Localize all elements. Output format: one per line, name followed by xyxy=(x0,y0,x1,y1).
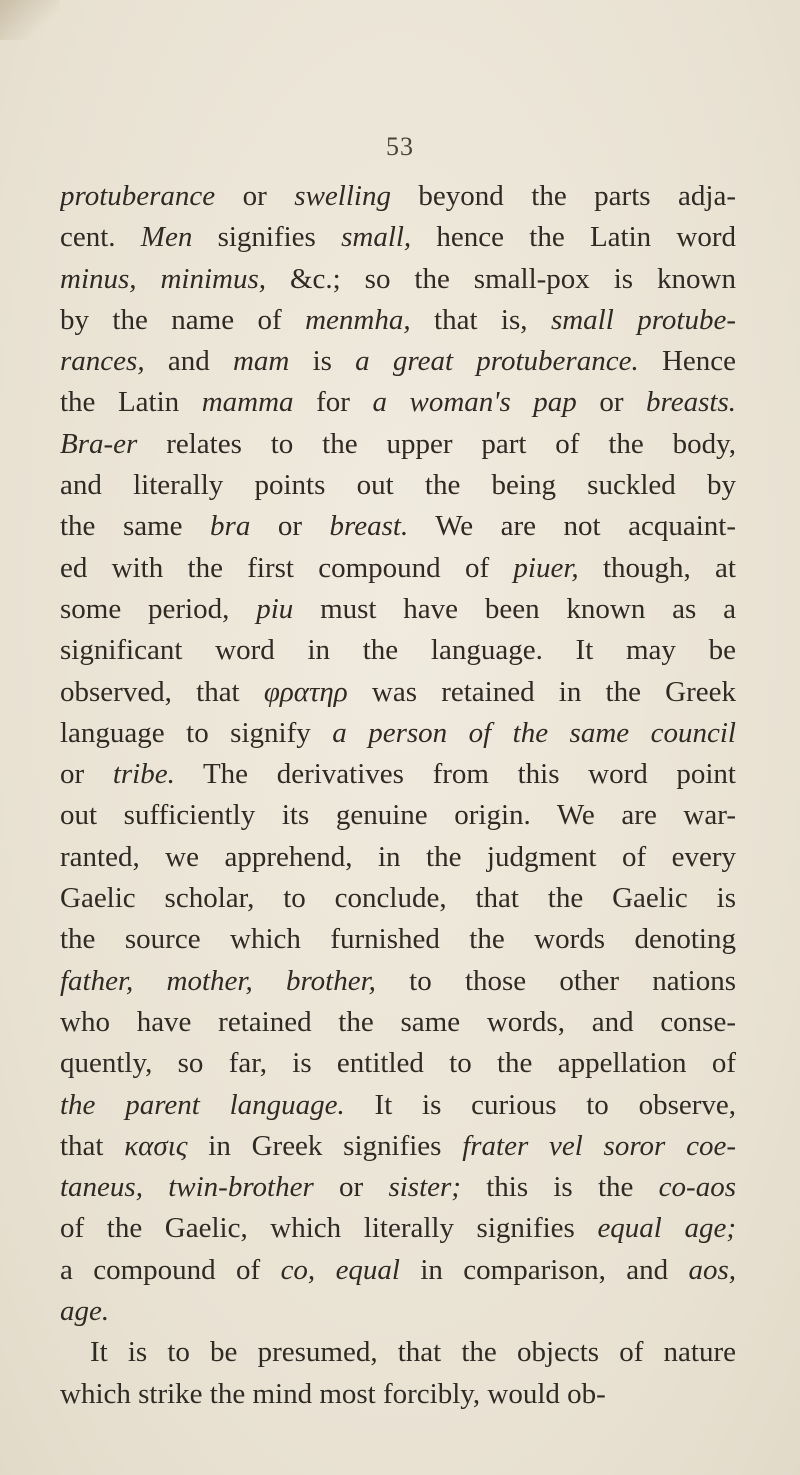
page-number: 53 xyxy=(386,132,414,161)
italic-text: taneus, twin-brother xyxy=(60,1171,314,1204)
italic-text: menmha, xyxy=(305,303,411,336)
text-line xyxy=(60,1374,736,1415)
italic-text: small protube- xyxy=(550,303,736,336)
text-line xyxy=(60,341,736,382)
italic-text: co, xyxy=(280,1253,316,1286)
text-run: quently, so far, is entitled to the appellation of xyxy=(60,1047,736,1080)
text-run: that is, xyxy=(410,303,551,336)
text-run: It is curious to observe, xyxy=(344,1088,736,1121)
italic-text: the parent language. xyxy=(60,1088,345,1121)
text-line xyxy=(60,176,736,217)
italic-text: tribe. xyxy=(112,758,175,791)
text-line xyxy=(60,1208,736,1249)
text-run: by the name of xyxy=(60,303,306,336)
text-run: It is to be presumed, that the objects of nature xyxy=(90,1336,736,1369)
text-run: the Latin xyxy=(60,386,202,419)
text-line xyxy=(60,961,736,1002)
italic-text: minus, minimus, xyxy=(60,262,267,295)
text-run: cent. xyxy=(60,221,141,254)
text-line xyxy=(60,1250,736,1291)
text-run: observed, that xyxy=(60,675,264,708)
text-line xyxy=(60,630,736,671)
text-line xyxy=(60,795,736,836)
text-line xyxy=(60,754,736,795)
italic-text: piu xyxy=(256,592,294,625)
italic-text: equal age; xyxy=(597,1212,736,1245)
text-line xyxy=(60,1002,736,1043)
text-run: &c.; so the small-pox is known xyxy=(266,262,736,295)
text-line xyxy=(60,1167,736,1208)
italic-text: swelling xyxy=(294,180,391,212)
text-run: for xyxy=(293,386,373,419)
text-run: that xyxy=(60,1129,125,1162)
text-run: the source which furnished the words denoting xyxy=(60,923,736,956)
italic-text: equal xyxy=(335,1253,400,1286)
text-line xyxy=(60,548,736,589)
text-run: beyond the parts adja- xyxy=(390,180,736,212)
text-run xyxy=(315,1254,335,1286)
italic-text: mamma xyxy=(201,386,294,419)
text-line xyxy=(60,1291,736,1332)
italic-text: φρατηρ xyxy=(263,675,348,708)
text-line xyxy=(60,713,736,754)
italic-text: a person of the same council xyxy=(332,716,736,749)
italic-text: breasts. xyxy=(646,386,736,419)
text-line xyxy=(60,878,736,919)
italic-text: age. xyxy=(60,1295,110,1328)
text-line xyxy=(60,300,736,341)
text-run: this is the xyxy=(460,1171,659,1204)
text-line xyxy=(60,589,736,630)
text-run: or xyxy=(215,180,295,212)
text-run: relates to the upper part of the body, xyxy=(137,427,736,460)
italic-text: piuer, xyxy=(513,551,579,584)
text-run: or xyxy=(313,1171,389,1204)
italic-text: father, mother, brother, xyxy=(60,964,376,997)
text-run: of the Gaelic, which literally signifies xyxy=(60,1212,598,1245)
body-text xyxy=(60,176,736,1415)
text-run: in comparison, and xyxy=(400,1253,689,1286)
text-run: language to signify xyxy=(60,716,333,749)
text-run: was retained in the Greek xyxy=(347,675,736,708)
italic-text: co-aos xyxy=(658,1171,736,1204)
text-run: or xyxy=(60,758,113,791)
italic-text: breast. xyxy=(329,510,409,543)
text-line xyxy=(60,382,736,423)
text-run: We are not acquaint- xyxy=(408,510,736,543)
text-run: hence the Latin word xyxy=(411,221,736,254)
text-run: to those other nations xyxy=(375,964,736,997)
page-corner-shadow xyxy=(0,0,60,40)
text-line xyxy=(60,1126,736,1167)
text-run: and xyxy=(144,345,233,378)
italic-text: bra xyxy=(210,510,251,543)
text-run: significant word in the language. It may be xyxy=(60,634,736,667)
text-run: some period, xyxy=(60,592,257,625)
italic-text: a woman's pap xyxy=(372,386,577,419)
text-run: must have been known as a xyxy=(293,592,736,625)
italic-text: small, xyxy=(341,221,412,254)
text-run: and literally points out the being suckled by xyxy=(60,469,736,502)
text-line xyxy=(60,217,736,258)
text-run: or xyxy=(250,510,330,543)
text-run: Hence xyxy=(638,345,736,378)
text-run: a compound of xyxy=(60,1253,281,1286)
italic-text: frater vel soror coe- xyxy=(462,1129,736,1162)
text-line xyxy=(60,837,736,878)
text-run: though, at xyxy=(578,551,736,584)
italic-text: rances, xyxy=(60,345,145,378)
italic-text: mam xyxy=(232,345,290,378)
text-line xyxy=(60,259,736,300)
italic-text: κασις xyxy=(124,1129,188,1162)
italic-text: Men xyxy=(140,221,193,254)
text-run: ed with the first compound of xyxy=(60,551,514,584)
text-line xyxy=(60,1085,736,1126)
text-run: signifies xyxy=(192,221,342,254)
text-line xyxy=(60,1332,736,1373)
text-line xyxy=(60,919,736,960)
text-run: or xyxy=(576,386,647,419)
text-run: is xyxy=(289,345,356,378)
text-run: the same xyxy=(60,510,211,543)
text-line xyxy=(60,465,736,506)
italic-text: Bra-er xyxy=(60,427,138,460)
text-run: out sufficiently its genuine origin. We are war- xyxy=(60,799,736,832)
text-run: ranted, we apprehend, in the judgment of every xyxy=(60,840,736,873)
text-run: who have retained the same words, and conse- xyxy=(60,1005,736,1038)
italic-text: protuberance xyxy=(60,180,216,212)
text-line xyxy=(60,1043,736,1084)
text-line xyxy=(60,424,736,465)
text-run: The derivatives from this word point xyxy=(174,758,736,791)
text-run: in Greek signifies xyxy=(187,1129,463,1162)
italic-text: aos, xyxy=(688,1253,736,1286)
text-line xyxy=(60,506,736,547)
italic-text: sister; xyxy=(388,1171,461,1204)
text-run: which strike the mind most forcibly, would ob- xyxy=(60,1377,606,1410)
text-line xyxy=(60,672,736,713)
text-run: Gaelic scholar, to conclude, that the Gaelic is xyxy=(60,882,736,915)
italic-text: a great protuberance. xyxy=(355,345,639,378)
